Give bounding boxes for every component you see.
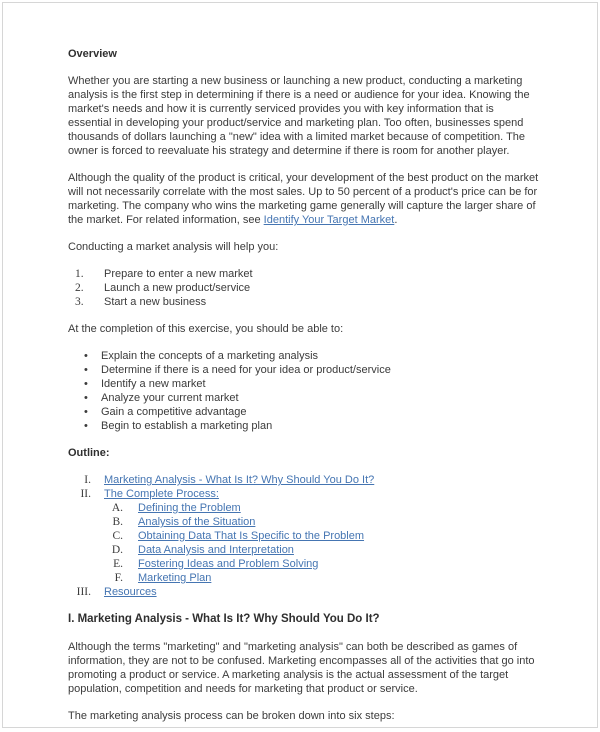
bullet-item-label: Gain a competitive advantage [101,406,247,418]
document-page [2,2,598,728]
bullet-item-label: Explain the concepts of a marketing analysis [101,350,319,362]
outline-item-E [68,557,539,571]
outline-numeral: I. [84,474,91,486]
bullet-item [68,419,539,433]
outline-heading: Outline: [68,447,110,459]
outline-link-fostering-ideas[interactable]: Fostering Ideas and Problem Solving [138,558,319,570]
outline-item-A [68,501,539,515]
section-paragraph: Although the terms "marketing" and "marketing analysis" can both be described as games of information, they are not to be confused. Marketing encompasses all of the activities that go into promoting a product or service. A marketing analysis is the actual assessment of the target population, competition and needs for marketing that product or service. [68,641,535,695]
bullet-item [68,391,539,405]
outline-link-complete-process[interactable]: The Complete Process: [104,488,219,500]
outline-item-II [68,487,539,501]
outline-link-resources[interactable]: Resources [104,586,157,598]
outline-letter: E. [113,558,123,570]
outline-link-analysis-situation[interactable]: Analysis of the Situation [138,516,256,528]
bullet-icon: • [84,420,88,432]
identify-target-market-link[interactable]: Identify Your Target Market [263,214,395,226]
paragraph-text: . [394,214,398,226]
outline-letter: C. [112,530,123,542]
numbered-item [68,295,539,309]
bullet-item-label: Analyze your current market [101,392,239,404]
list-number: 1. [75,268,84,280]
overview-heading: Overview [68,48,117,60]
bullet-icon: • [84,392,88,404]
outline-link-defining-problem[interactable]: Defining the Problem [138,502,241,514]
numbered-item-label: Start a new business [104,296,207,308]
section-heading: I. Marketing Analysis - What Is It? Why Should You Do It? [68,613,380,625]
outline-item-D [68,543,539,557]
outline-numeral: III. [76,586,91,598]
outline-letter: B. [112,516,123,528]
bullet-item [68,405,539,419]
bullet-icon: • [84,406,88,418]
list-number: 3. [75,296,84,308]
outline-numeral: II. [80,488,91,500]
bullet-item-label: Begin to establish a marketing plan [101,420,273,432]
closing-line: The marketing analysis process can be broken down into six steps: [68,710,395,722]
numbered-item [68,267,539,281]
outline-letter: F. [114,572,123,584]
help-intro-line: Conducting a market analysis will help you: [68,241,279,253]
overview-paragraph-2 [68,171,539,227]
bullet-list [68,349,539,433]
bullet-item [68,349,539,363]
outline-letter: A. [111,502,123,514]
outline-item-C [68,529,539,543]
overview-paragraph-1: Whether you are starting a new business or launching a new product, conducting a marketing analysis is the first step in determining if there is a need or audience for your idea. Knowing the market's needs and how it is currently serviced provides you with key information that is essential in developing your product/service and marketing plan. Too often, businesses spend thousands of dollars launching a "new" idea with a limited market because of competition. The owner is forced to reevaluate his strategy and determine if there is room for another player. [68,75,530,157]
outline-link-obtaining-data[interactable]: Obtaining Data That Is Specific to the Problem [138,530,365,542]
paragraph-text: Although the quality of the product is critical, your development of the best product on the market will not necessarily correlate with the most sales. Up to 50 percent of a product's price can be for marketing. The company who wins the marketing game generally will capture the larger share of the market. For related information, see [68,172,539,226]
numbered-list [68,267,539,309]
numbered-item [68,281,539,295]
outline-list [68,473,539,599]
bullet-item [68,363,539,377]
bullet-item [68,377,539,391]
bullet-icon: • [84,350,88,362]
outline-link-marketing-plan[interactable]: Marketing Plan [138,572,212,584]
list-number: 2. [75,282,84,294]
numbered-item-label: Prepare to enter a new market [104,268,253,280]
bullet-item-label: Determine if there is a need for your idea or product/service [101,364,391,376]
bullet-item-label: Identify a new market [101,378,206,390]
outline-link-marketing-analysis[interactable]: Marketing Analysis - What Is It? Why Should You Do It? [104,474,375,486]
outline-letter: D. [111,544,123,556]
bullet-icon: • [84,378,88,390]
outline-item-B [68,515,539,529]
bullet-icon: • [84,364,88,376]
outline-link-data-analysis[interactable]: Data Analysis and Interpretation [138,544,294,556]
completion-intro-line: At the completion of this exercise, you should be able to: [68,323,344,335]
numbered-item-label: Launch a new product/service [104,282,251,294]
outline-item-III [68,585,539,599]
outline-item-F [68,571,539,585]
outline-item-I [68,473,539,487]
